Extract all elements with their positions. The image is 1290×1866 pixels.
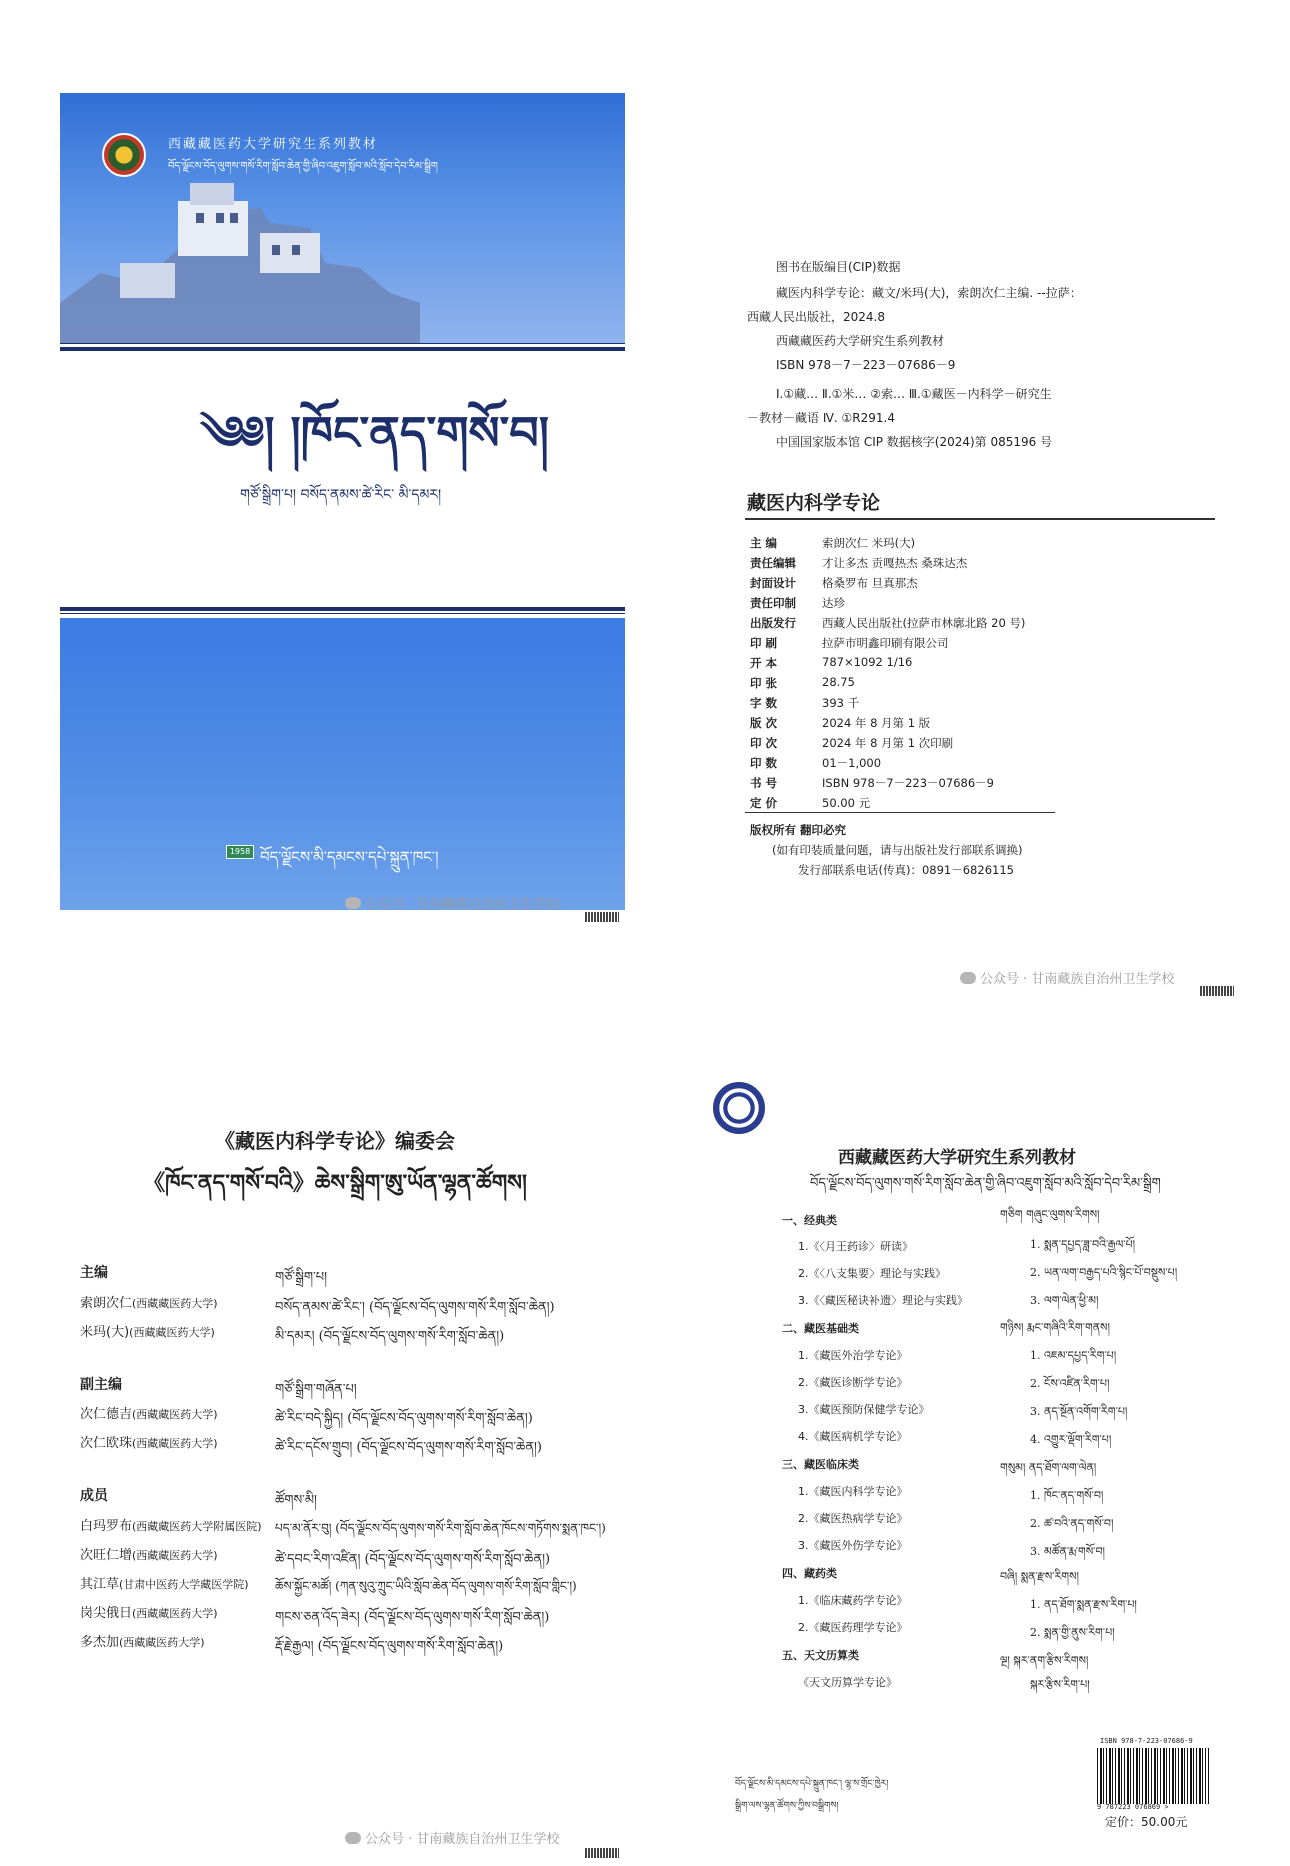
series-item-tibetan: 2. ཡན་ལག་བརྒྱད་པའི་སྙིང་པོ་བསྡུས་པ།	[1030, 1266, 1178, 1279]
record-value: 拉萨市明鑫印刷有限公司	[822, 636, 949, 650]
record-label: 印 数	[750, 756, 778, 770]
series-item-tibetan: 2. ངོས་འཛིན་རིག་པ།	[1030, 1377, 1110, 1390]
cip-line: －教材－藏语 Ⅳ. ①R291.4	[747, 411, 895, 425]
series-item: 2.《藏医诊断学专论》	[798, 1376, 908, 1389]
series-item: 2.《〈八支集要〉理论与实践》	[798, 1267, 946, 1280]
record-value: 格桑罗布 旦真那杰	[822, 576, 918, 590]
record-value: 01－1,000	[822, 756, 882, 770]
price-label: 定价：50.00元	[1105, 1815, 1188, 1829]
member-name: 岗尖俄日(西藏藏医药大学)	[80, 1606, 218, 1621]
series-title: 西藏藏医药大学研究生系列教材	[838, 1148, 1076, 1168]
cip-heading: 图书在版编目(CIP)数据	[776, 260, 901, 274]
cip-line: 西藏人民出版社，2024.8	[747, 310, 885, 324]
record-value: 才让多杰 贡嘎热杰 桑珠达杰	[822, 556, 968, 570]
member-name-tibetan: རྡོ་རྗེ་རྒྱལ། (བོད་ལྗོངས་བོད་ལུགས་གསོ་རིག་སློབ་ཆེན།)	[275, 1639, 504, 1654]
series-item: 2.《藏医药理学专论》	[798, 1621, 908, 1634]
member-name: 次仁德吉(西藏藏医药大学)	[80, 1407, 218, 1422]
series-item: 3.《藏医预防保健学专论》	[798, 1403, 930, 1416]
watermark: 公众号 · 甘南藏族自治州卫生学校	[345, 893, 559, 912]
member-name-tibetan: ཚེ་རིང་དངོས་གྲུབ། (བོད་ལྗོངས་བོད་ལུགས་གསོ་རིག་སློབ་ཆེན།)	[275, 1440, 542, 1455]
series-item-tibetan: 4. འགྱུར་ལྡོག་རིག་པ།	[1030, 1433, 1112, 1446]
series-item-tibetan: 2. ཚ་བའི་ནད་གསོ་བ།	[1030, 1517, 1114, 1530]
series-item: 1.《〈月王药诊〉研读》	[798, 1240, 913, 1253]
member-name-tibetan: ཚེ་དབང་རིག་འཛིན། (བོད་ལྗོངས་བོད་ལུགས་གསོ་རིག་སློབ་ཆེན།)	[275, 1552, 551, 1567]
cover-university-name-tibetan: བོད་ལྗོངས་བོད་ལུགས་གསོ་རིག་སློབ་ཆེན་གྱི་ཞིབ་འཇུག་སློབ་མའི་སློབ་དེབ་རིམ་སྒྲིག	[168, 161, 438, 172]
series-item: 3.《藏医外伤学专论》	[798, 1539, 908, 1552]
series-category: 五、天文历算类	[782, 1649, 859, 1662]
record-value: 28.75	[822, 675, 855, 689]
cip-line: 中国国家版本馆 CIP 数据核字(2024)第 085196 号	[776, 435, 1053, 449]
series-item-tibetan: 1. ཁོང་ནད་གསོ་བ།	[1030, 1489, 1104, 1502]
section-heading-tibetan: གཙོ་སྒྲིག་གཞོན་པ།	[275, 1382, 357, 1397]
series-category-tibetan: བཞི། སྨན་རྫས་རིགས།	[1000, 1570, 1079, 1583]
series-item-tibetan: སྐར་རྩིས་རིག་པ།	[1030, 1678, 1090, 1691]
cip-line: 西藏藏医药大学研究生系列教材	[776, 334, 945, 348]
record-label: 封面设计	[750, 576, 796, 590]
member-name-tibetan: ཚེ་རིང་བདེ་སྐྱིད། (བོད་ལྗོངས་བོད་ལུགས་གསོ་རིག་སློབ་ཆེན།)	[275, 1411, 533, 1426]
phone-line: 发行部联系电话(传真)：0891－6826115	[798, 863, 1014, 877]
series-item-tibetan: 1. ནད་ཐོག་སྨན་རྫས་རིག་པ།	[1030, 1598, 1137, 1611]
member-name-tibetan: མི་དམར། (བོད་ལྗོངས་བོད་ལུགས་གསོ་རིག་སློབ་ཆེན།)	[275, 1329, 505, 1344]
series-item: 1.《藏医外治学专论》	[798, 1349, 908, 1362]
series-item-tibetan: 3. མཚོན་རྨ་གསོ་བ།	[1030, 1545, 1105, 1558]
university-logo	[102, 133, 146, 177]
cover-divider	[60, 343, 625, 344]
divider	[745, 812, 1055, 813]
member-name-tibetan: པད་མ་ནོར་བུ། (བོད་ལྗོངས་བོད་ལུགས་གསོ་རིག་སློབ་ཆེན་ཁོངས་གཏོགས་སྨན་ཁང་།)	[275, 1521, 606, 1535]
series-category-tibetan: གཅིག གཞུང་ལུགས་རིགས།	[1000, 1208, 1100, 1221]
series-item-tibetan: 2. སྨན་གྱི་ནུས་རིག་པ།	[1030, 1626, 1115, 1639]
series-item: 3.《〈藏医秘诀补遗〉理论与实践》	[798, 1294, 968, 1307]
record-value: 西藏人民出版社(拉萨市林廓北路 20 号)	[822, 616, 1026, 630]
series-item-tibetan: 3. ལག་ལེན་ཕྱི་མ།	[1030, 1294, 1099, 1307]
record-label: 定 价	[750, 796, 778, 810]
record-label: 印 次	[750, 736, 778, 750]
wechat-icon	[345, 897, 361, 909]
series-item-tibetan: 1. འཇམ་དཔྱད་རིག་པ།	[1030, 1349, 1117, 1362]
back-cover-text: བོད་ལྗོངས་མི་དམངས་དཔེ་སྐྲུན་ཁང་། ལྷ་ས་གྲོང་ཁྱེར།	[735, 1779, 889, 1789]
record-label: 责任编辑	[750, 556, 796, 570]
cover-divider	[60, 607, 625, 611]
series-category: 四、藏药类	[782, 1567, 837, 1580]
rights-notice: 版权所有 翻印必究	[750, 823, 847, 837]
record-label: 书 号	[750, 776, 778, 790]
series-title-tibetan: བོད་ལྗོངས་བོད་ལུགས་གསོ་རིག་སློབ་ཆེན་གྱི་ཞིབ་འཇུག་སློབ་མའི་སློབ་དེབ་རིམ་སྒྲིག	[810, 1176, 1161, 1191]
cover-university-name: 西藏藏医药大学研究生系列教材	[168, 137, 379, 152]
watermark-mark	[1200, 986, 1234, 996]
barcode	[1097, 1748, 1209, 1804]
series-item: 《天文历算学专论》	[798, 1676, 897, 1689]
series-item-tibetan: 3. ནད་སྔོན་འགོག་རིག་པ།	[1030, 1405, 1128, 1418]
cip-line: ISBN 978－7－223－07686－9	[776, 358, 956, 372]
record-label: 开 本	[750, 656, 778, 670]
record-label: 字 数	[750, 696, 778, 710]
barcode-digits: 9 787223 076869 >	[1097, 1803, 1169, 1811]
record-label: 版 次	[750, 716, 778, 730]
section-heading-tibetan: ཚོགས་མི།	[275, 1493, 317, 1508]
series-category: 三、藏医临床类	[782, 1458, 859, 1471]
record-label: 出版发行	[750, 616, 796, 630]
section-heading: 主编	[80, 1265, 108, 1281]
watermark-mark	[585, 912, 619, 922]
series-category: 一、经典类	[782, 1214, 837, 1227]
cover-editors: གཙོ་སྒྲིག་པ། བསོད་ནམས་ཚེ་རིང་ མི་དམར།	[240, 487, 442, 503]
series-item: 1.《藏医内科学专论》	[798, 1485, 908, 1498]
watermark-mark	[585, 1848, 619, 1858]
section-heading: 副主编	[80, 1377, 122, 1393]
member-name-tibetan: གངས་ཅན་འོད་ཟེར། (བོད་ལྗོངས་བོད་ལུགས་གསོ་རིག་སློབ་ཆེན།)	[275, 1610, 550, 1625]
barcode-isbn: ISBN 978-7-223-07686-9	[1100, 1737, 1193, 1745]
series-item-tibetan: 1. སྨན་དཔྱད་ཟླ་བའི་རྒྱལ་པོ།	[1030, 1238, 1136, 1251]
cover-divider	[60, 613, 625, 614]
series-item: 4.《藏医病机学专论》	[798, 1430, 908, 1443]
section-heading-tibetan: གཙོ་སྒྲིག་པ།	[275, 1270, 328, 1285]
cover-divider	[60, 347, 625, 351]
member-name: 其江草(甘肃中医药大学藏医学院)	[80, 1577, 249, 1592]
member-name: 索朗次仁(西藏藏医药大学)	[80, 1296, 218, 1311]
quality-note: (如有印装质量问题，请与出版社发行部联系调换)	[772, 843, 1023, 857]
record-value: 787×1092 1/16	[822, 655, 913, 669]
series-category-tibetan: གསུམ། ནད་ཐོག་ལག་ལེན།	[1000, 1461, 1097, 1474]
record-label: 印 刷	[750, 636, 778, 650]
wechat-icon	[345, 1832, 361, 1844]
section-heading: 成员	[80, 1488, 108, 1504]
committee-title-tibetan: 《ཁོང་ནད་གསོ་བའི》ཆེས་སྒྲིག་ཨུ་ཡོན་ལྷན་ཚོགས།	[143, 1170, 527, 1196]
record-label: 印 张	[750, 676, 778, 690]
record-label: 主 编	[750, 536, 778, 550]
book-title: 藏医内科学专论	[747, 492, 881, 514]
publisher-logo: 1958	[226, 845, 254, 859]
record-value: 2024 年 8 月第 1 次印刷	[822, 736, 954, 750]
book-cover	[60, 93, 625, 910]
committee-title: 《藏医内科学专论》编委会	[215, 1129, 455, 1153]
record-value: ISBN 978－7－223－07686－9	[822, 776, 994, 790]
member-name-tibetan: བསོད་ནམས་ཚེ་རིང་། (བོད་ལྗོངས་བོད་ལུགས་གསོ་རིག་སློབ་ཆེན།)	[275, 1300, 555, 1315]
watermark: 公众号 · 甘南藏族自治州卫生学校	[960, 968, 1174, 987]
record-value: 50.00 元	[822, 796, 871, 810]
member-name: 米玛(大)(西藏藏医药大学)	[80, 1325, 215, 1340]
series-item: 1.《临床藏药学专论》	[798, 1594, 908, 1607]
wechat-icon	[960, 972, 976, 984]
watermark: 公众号 · 甘南藏族自治州卫生学校	[345, 1828, 559, 1847]
cip-line: Ⅰ.①藏… Ⅱ.①米… ②索… Ⅲ.①藏医－内科学－研究生	[776, 387, 1052, 401]
back-cover-text: སྒྲིག་ལས་ལྷན་ཚོགས་ཀྱིས་བསྒྲིགས།	[735, 1801, 839, 1811]
member-name: 次仁欧珠(西藏藏医药大学)	[80, 1436, 218, 1451]
series-category: 二、藏医基础类	[782, 1322, 859, 1335]
member-name: 白玛罗布(西藏藏医药大学附属医院)	[80, 1519, 262, 1534]
cover-title: ༄༅། །ཁོང་ནད་གསོ་བ།	[200, 406, 549, 460]
record-value: 达珍	[822, 596, 845, 610]
cip-line: 藏医内科学专论：藏文/米玛(大)，索朗次仁主编. --拉萨：	[776, 286, 1082, 300]
divider	[745, 518, 1215, 520]
university-seal	[713, 1082, 765, 1134]
series-item: 2.《藏医热病学专论》	[798, 1512, 908, 1525]
series-category-tibetan: གཉིས། རྨང་གཞིའི་རིག་གནས།	[1000, 1321, 1110, 1334]
member-name: 次旺仁增(西藏藏医药大学)	[80, 1548, 218, 1563]
record-value: 2024 年 8 月第 1 版	[822, 716, 931, 730]
cover-publisher: བོད་ལྗོངས་མི་དམངས་དཔེ་སྐྲུན་ཁང་།	[260, 848, 439, 866]
record-label: 责任印制	[750, 596, 796, 610]
record-value: 393 千	[822, 696, 860, 710]
record-value: 索朗次仁 米玛(大)	[822, 536, 916, 550]
member-name-tibetan: ཆོས་སྐྱོང་མཚོ། (ཀན་སུའུ་ཀྲུང་ཡིའི་སློབ་ཆེན་བོད་ལུགས་གསོ་རིག་སློབ་གླིང་།)	[275, 1579, 577, 1593]
series-category-tibetan: ལྔ། སྐར་ནག་རྩིས་རིགས།	[1000, 1654, 1089, 1667]
member-name: 多杰加(西藏藏医药大学)	[80, 1635, 205, 1650]
